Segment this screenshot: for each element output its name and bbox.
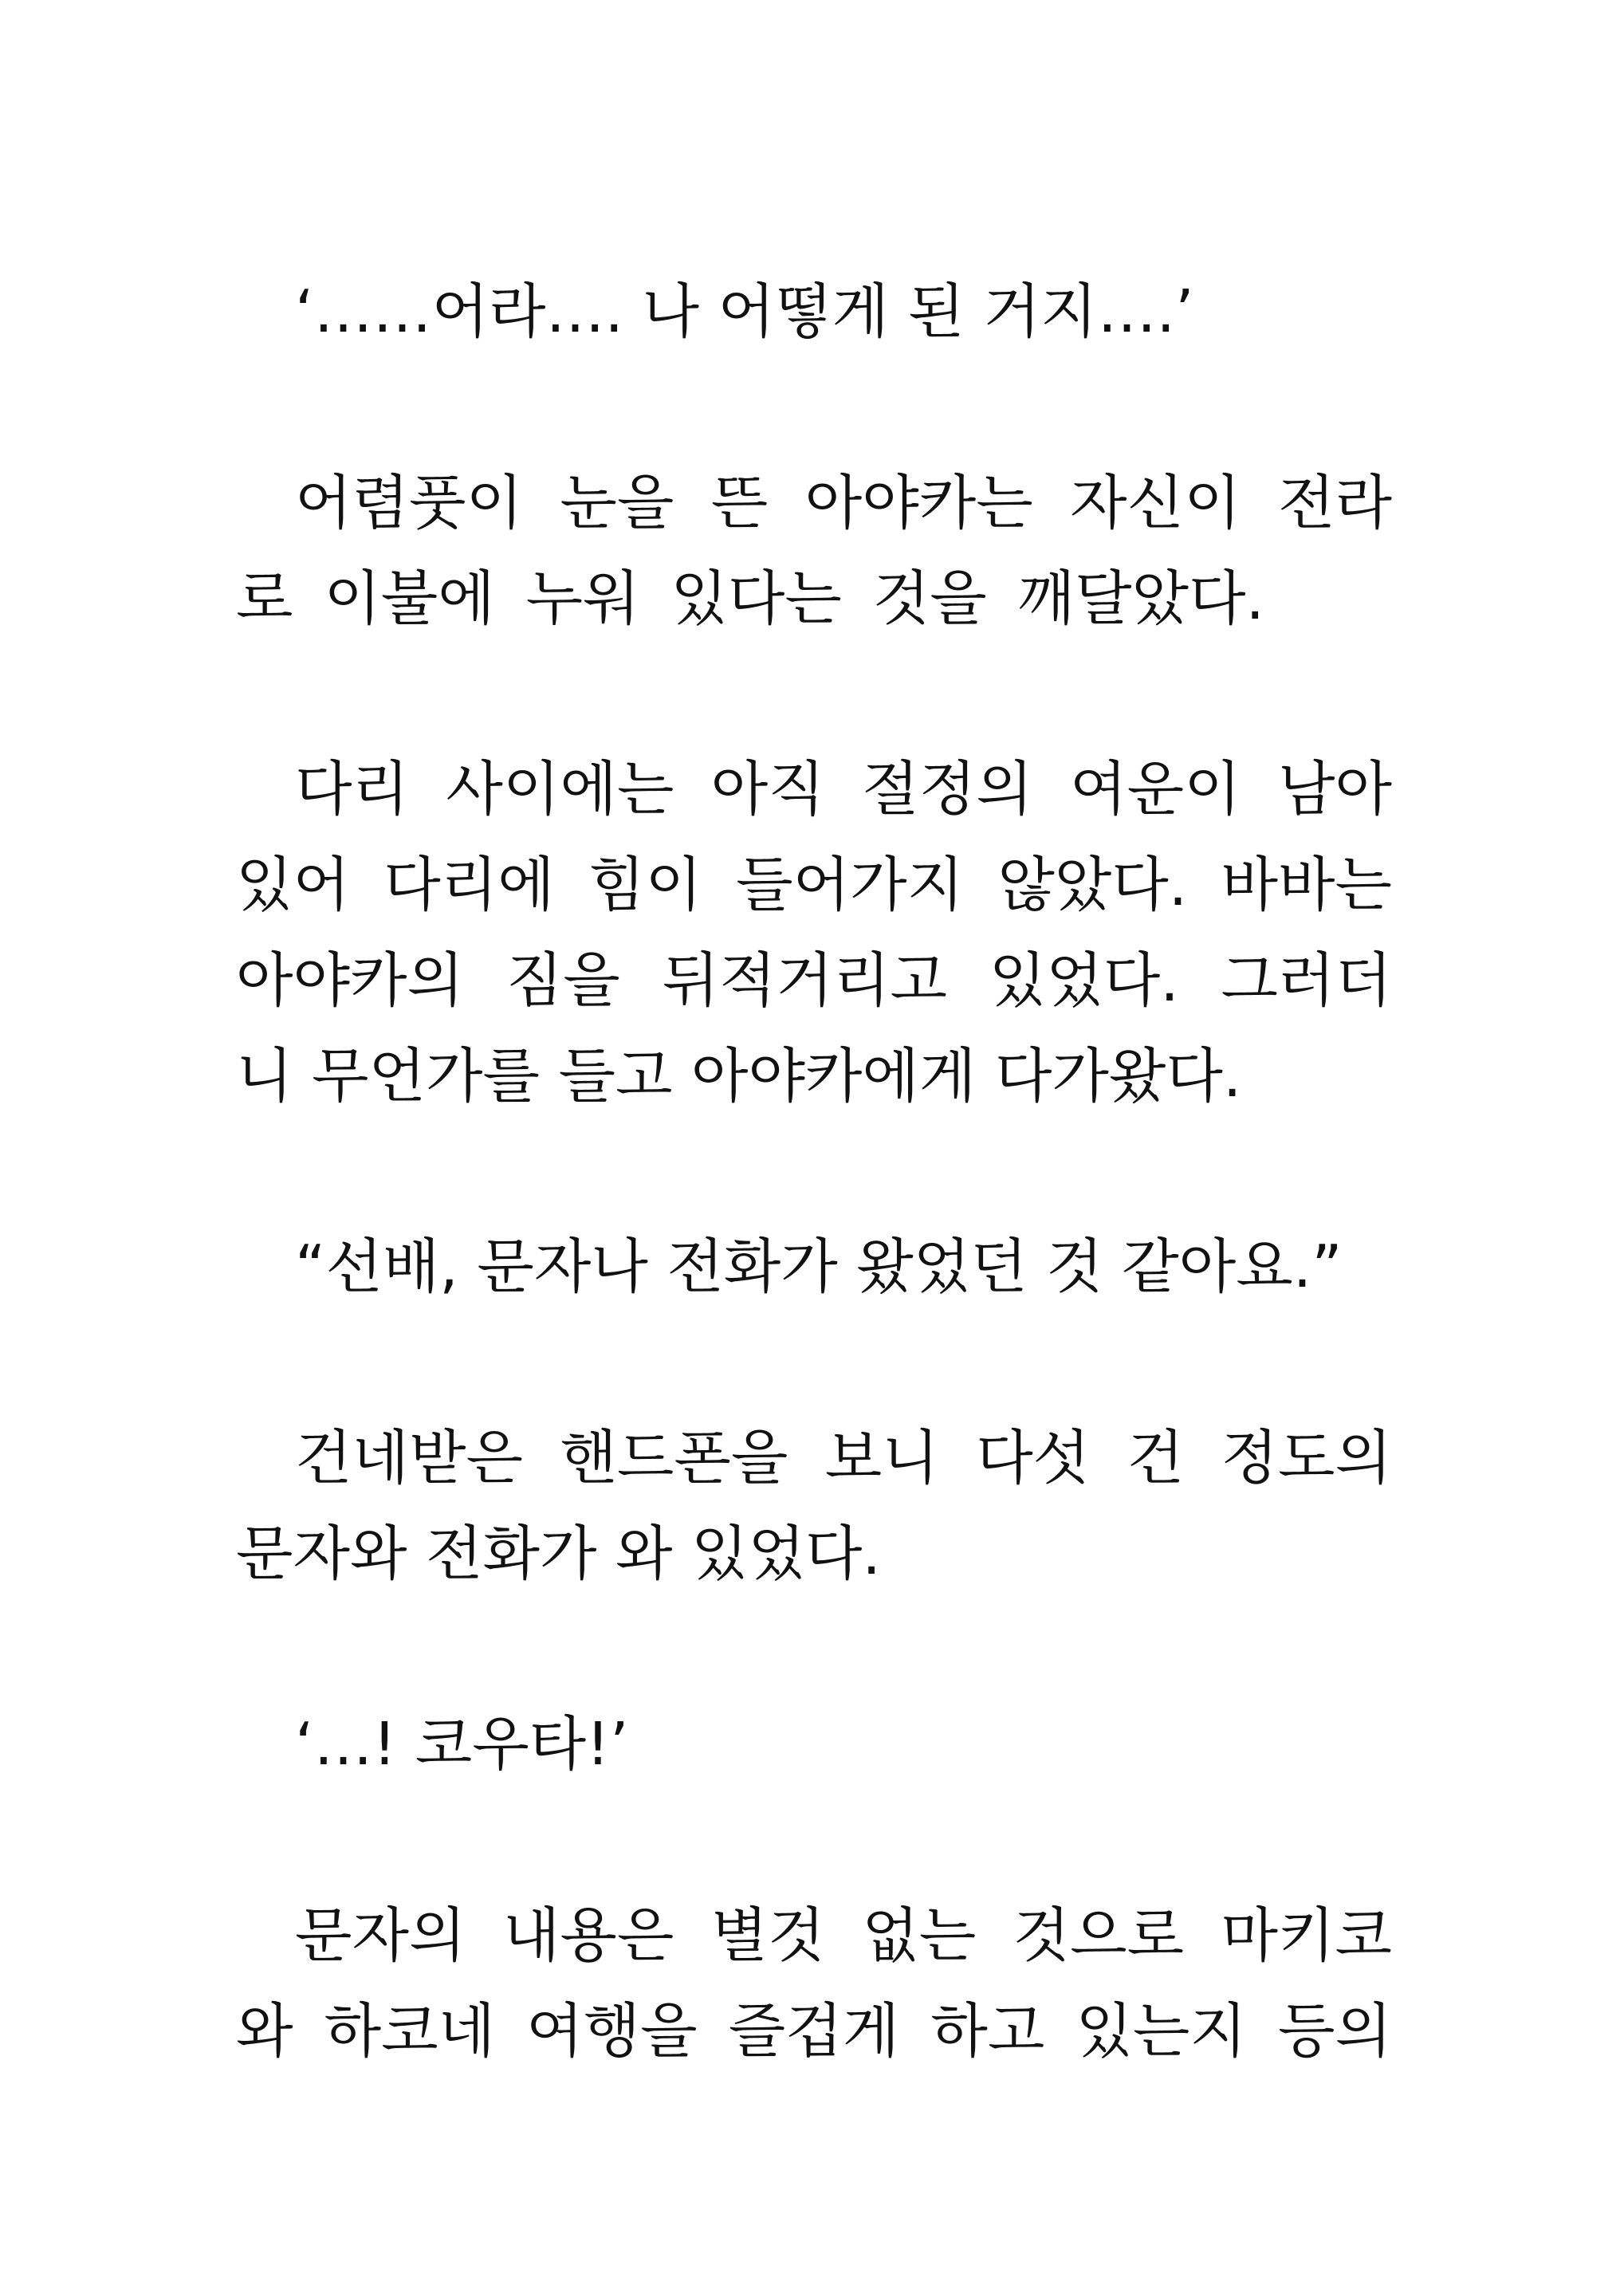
paragraph-line: 니 무언가를 들고 아야카에게 다가왔다. [236, 1042, 1242, 1111]
paragraph-line: 있어 다리에 힘이 들어가지 않았다. 바바는 [236, 851, 1392, 919]
paragraph-line: 로 이불에 누워 있다는 것을 깨달았다. [236, 564, 1264, 633]
paragraph-line: ‘…! 코우타!’ [295, 1710, 629, 1779]
paragraph-line: 문자의 내용은 별것 없는 것으로 마키코 [295, 1901, 1392, 1970]
paragraph-line: 건네받은 핸드폰을 보니 다섯 건 정도의 [295, 1424, 1392, 1492]
paragraph-line: 문자와 전화가 와 있었다. [236, 1520, 881, 1588]
paragraph-line: “선배, 문자나 전화가 왔었던 것 같아요.” [295, 1233, 1343, 1301]
paragraph-line: 어렴풋이 눈을 뜬 아야카는 자신이 전라 [295, 469, 1392, 537]
paragraph-line: 와 하코네 여행을 즐겁게 하고 있는지 등의 [236, 1997, 1392, 2066]
paragraph-line: ‘……어라…. 나 어떻게 된 거지….’ [295, 277, 1194, 346]
paragraph-line: 아야카의 짐을 뒤적거리고 있었다. 그러더 [236, 946, 1392, 1015]
paragraph-line: 다리 사이에는 아직 절정의 여운이 남아 [295, 755, 1392, 824]
